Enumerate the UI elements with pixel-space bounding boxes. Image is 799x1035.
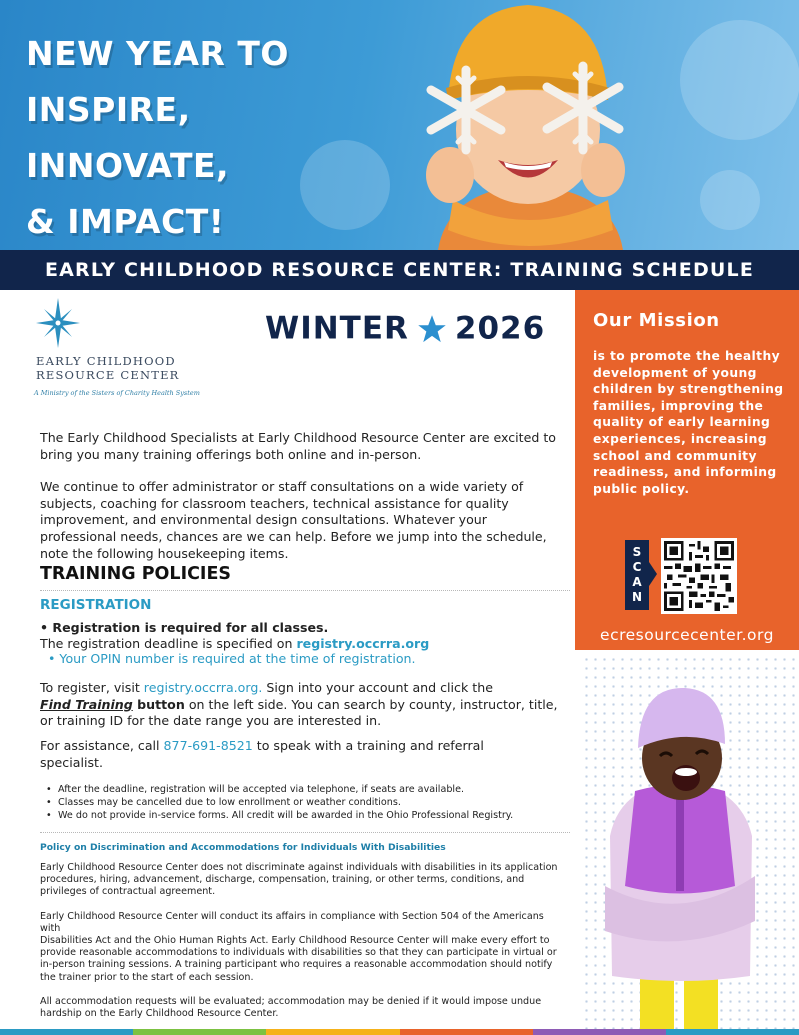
headline-line: INSPIRE,	[26, 90, 191, 129]
training-schedule-banner: EARLY CHILDHOOD RESOURCE CENTER: TRAINING SCHEDULE	[0, 250, 799, 290]
discrimination-policy-text	[40, 862, 564, 1032]
scan-label	[625, 540, 649, 610]
register-text: Sign into your account and click the	[262, 680, 493, 695]
deadline-text: The registration deadline is specified on	[40, 635, 297, 651]
color-stripe	[0, 1029, 799, 1035]
policy-paragraph: All accommodation requests will be evaluated; accommodation may be denied if it would impose undue hardship on the Early Childhood Resource Center.	[40, 995, 542, 1020]
find-training-label: Find Training	[40, 696, 133, 712]
list-item: • Classes may be cancelled due to low enrollment or weather conditions.	[44, 796, 574, 809]
stripe-segment	[0, 1029, 133, 1035]
hero-banner	[0, 0, 799, 250]
registration-heading: REGISTRATION	[40, 597, 152, 613]
divider	[40, 590, 570, 591]
scan-arrow-icon	[649, 562, 657, 586]
intro-paragraph: We continue to offer administrator or staff consultations on a wide variety of subjects, coaching for classroom teachers, technical assistance for quality improvement, and environmental design consultations. Whatever your professional needs, chances are we can help. Before we jump into the schedule, note the following housekeeping items.	[40, 479, 547, 561]
policy-paragraph	[40, 911, 564, 984]
policy-text: Early Childhood Resource Center will conduct its affairs in compliance with Section 504 of the Americans with	[40, 910, 544, 934]
button-word: button	[132, 696, 185, 712]
list-item: • After the deadline, registration will be accepted via telephone, if seats are available.	[44, 783, 574, 796]
bokeh-decoration	[700, 170, 760, 230]
logo-tagline: A Ministry of the Sisters of Charity Health System	[34, 389, 200, 397]
qr-code[interactable]	[661, 538, 737, 614]
stripe-segment	[533, 1029, 666, 1035]
headline-line: INNOVATE,	[26, 146, 230, 185]
intro-text	[40, 430, 560, 578]
logo-line: EARLY CHILDHOOD	[36, 354, 176, 368]
registration-requirements	[40, 620, 565, 667]
policy-paragraph: Early Childhood Resource Center does not discriminate against individuals with disabilities in its application procedures, hiring, advancement, discharge, compensation, training, or other terms, conditions, and privileges of contractual agreement.	[40, 862, 558, 898]
child-with-snowflakes-photo	[398, 0, 658, 250]
star-compass-icon	[36, 298, 80, 348]
register-text: To register, visit	[40, 680, 144, 695]
registration-required-note: • Registration is required for all classes.	[40, 620, 329, 635]
stripe-segment	[400, 1029, 533, 1035]
logo-line: RESOURCE CENTER	[36, 368, 180, 382]
how-to-register	[40, 680, 565, 730]
policy-text: Disabilities Act and the Ohio Human Rights Act. Early Childhood Resource Center will make every effort to provide reasonable accommodations to individuals with disabilities so that they can participate in virtual or in-person training sessions. A training participant who requires a reasonable accommodation should notify the trainer prior to the start of each session.	[40, 935, 557, 983]
assistance-note	[40, 738, 490, 771]
phone-link[interactable]: 877-691-8521	[163, 738, 253, 753]
headline-line: & IMPACT!	[26, 202, 225, 241]
star-icon	[417, 314, 447, 344]
stripe-segment	[666, 1029, 799, 1035]
headline-line: NEW YEAR TO	[26, 34, 289, 73]
mission-statement: is to promote the healthy development of young children by strengthening families, improving the quality of early learning experiences, increasing school and community readiness, and informing public policy.	[593, 349, 784, 496]
hero-headline	[26, 26, 366, 250]
season-year: 2026	[454, 310, 546, 347]
stripe-segment	[266, 1029, 399, 1035]
season-title	[265, 305, 565, 349]
scan-letter: N	[631, 590, 643, 604]
opin-note: • Your OPIN number is required at the time of registration.	[48, 651, 416, 666]
register-text: on the left side. You can search by county, instructor, title, or training ID for the date range you are interested in.	[40, 696, 558, 729]
registry-link[interactable]: registry.occrra.org	[296, 635, 430, 651]
stripe-segment	[133, 1029, 266, 1035]
training-policies-heading: TRAINING POLICIES	[40, 564, 232, 584]
discrimination-policy-heading: Policy on Discrimination and Accommodations for Individuals With Disabilities	[40, 842, 446, 853]
bokeh-decoration	[680, 20, 799, 140]
intro-paragraph: The Early Childhood Specialists at Early Childhood Resource Center are excited to bring you many training offerings both online and in-person.	[40, 430, 556, 462]
scan-letter: S	[632, 545, 642, 559]
deadline-line	[40, 636, 565, 652]
policy-bullets	[44, 783, 574, 822]
website-link[interactable]: ecresourcecenter.org	[600, 626, 774, 644]
divider	[40, 832, 570, 833]
logo-wordmark	[36, 354, 180, 382]
mission-title: Our Mission	[593, 310, 720, 331]
mission-panel	[575, 290, 799, 650]
scan-letter: C	[632, 560, 642, 574]
registry-link[interactable]: registry.occrra.org.	[143, 680, 263, 695]
qr-code-icon	[664, 541, 734, 611]
scan-letter: A	[632, 575, 642, 589]
list-item: • We do not provide in-service forms. All credit will be awarded in the Ohio Professional Registry.	[44, 809, 574, 822]
laughing-child-photo	[600, 686, 760, 1035]
season-name: WINTER	[265, 310, 409, 347]
assist-text: For assistance, call	[40, 738, 164, 753]
assist-text: to speak with a training and referral specialist.	[40, 738, 484, 770]
ecrc-logo	[34, 298, 254, 408]
